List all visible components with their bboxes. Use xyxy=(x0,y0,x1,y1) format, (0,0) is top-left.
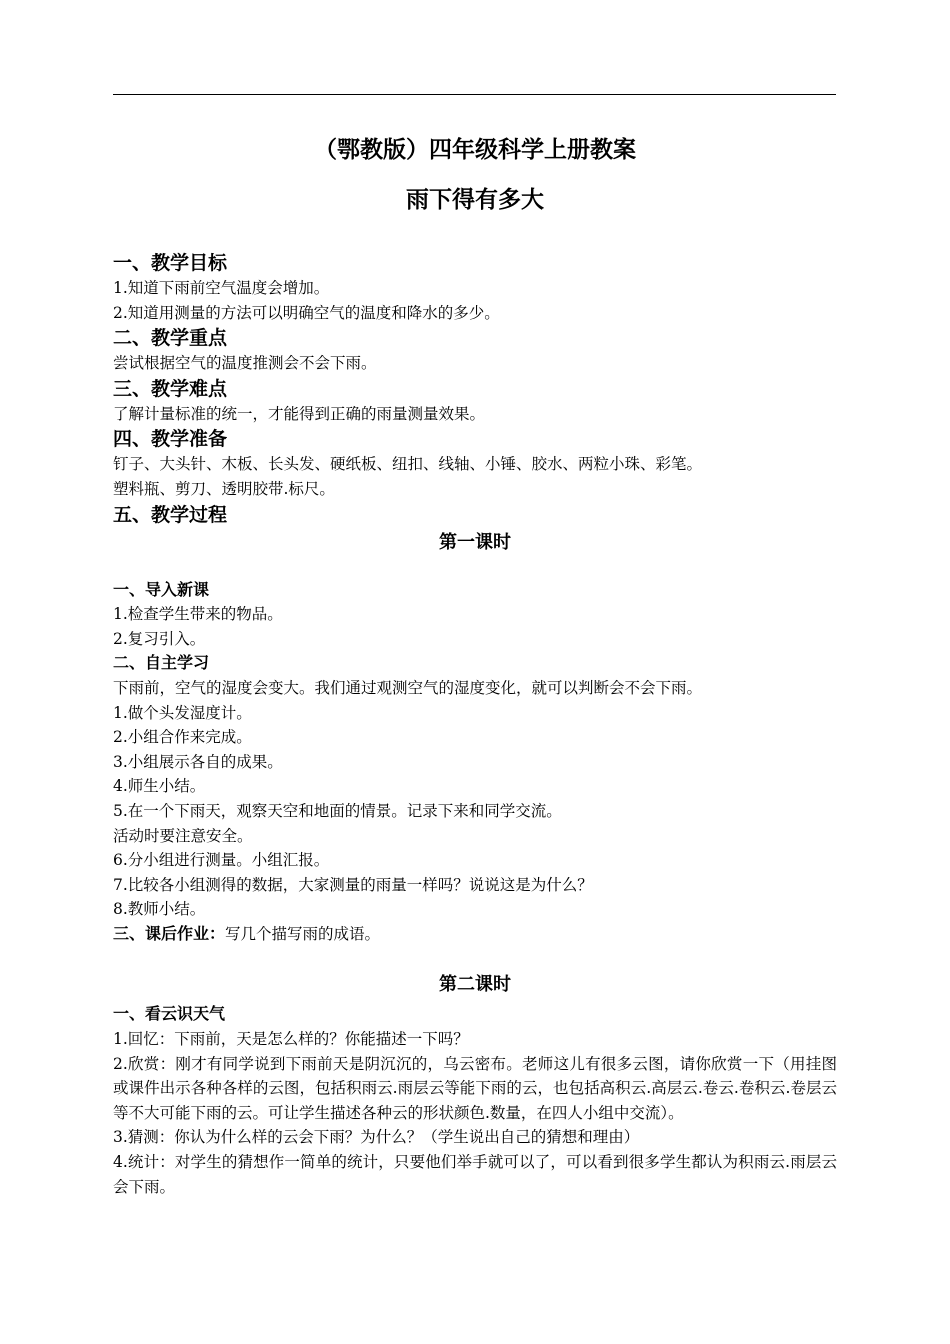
document-page xyxy=(113,128,837,1199)
list-item: 6.分小组进行测量。小组汇报。 xyxy=(113,851,330,870)
list-item: 3.猜测：你认为什么样的云会下雨？为什么？（学生说出自己的猜想和理由） xyxy=(113,1128,640,1147)
header-rule xyxy=(113,94,836,95)
section-heading-difficulties: 三、教学难点 xyxy=(113,377,228,400)
difficulties-text: 了解计量标准的统一，才能得到正确的雨量测量效果。 xyxy=(113,404,486,423)
list-item: 3.小组展示各自的成果。 xyxy=(113,752,283,771)
list-item: 4.师生小结。 xyxy=(113,777,206,796)
key-points-text: 尝试根据空气的温度推测会不会下雨。 xyxy=(113,354,377,373)
list-item: 5.在一个下雨天，观察天空和地面的情景。记录下来和同学交流。 xyxy=(113,801,562,820)
lesson-heading-first: 第一课时 xyxy=(439,531,511,553)
section-heading-goals: 一、教学目标 xyxy=(113,252,228,274)
lesson-heading-second: 第二课时 xyxy=(439,974,511,996)
subheading-self-study: 二、自主学习 xyxy=(113,653,210,673)
list-item: 2.小组合作来完成。 xyxy=(113,728,252,747)
list-item: 8.教师小结。 xyxy=(113,900,206,919)
section-heading-preparation: 四、教学准备 xyxy=(113,428,228,451)
homework-text: 写几个描写雨的成语。 xyxy=(225,924,381,943)
subheading-intro: 一、导入新课 xyxy=(113,579,210,599)
list-item: 2.复习引入。 xyxy=(113,629,206,648)
goal-item: 1.知道下雨前空气温度会增加。 xyxy=(113,279,330,297)
preparation-line: 塑料瓶、剪刀、透明胶带.标尺。 xyxy=(113,479,335,498)
preparation-line: 钉子、大头针、木板、长头发、硬纸板、纽扣、线轴、小锤、胶水、两粒小珠、彩笔。 xyxy=(113,455,703,474)
subheading-clouds: 一、看云识天气 xyxy=(113,1004,226,1024)
section-heading-key-points: 二、教学重点 xyxy=(113,327,228,350)
homework-heading: 三、课后作业： xyxy=(113,923,226,943)
list-item: 1.回忆：下雨前，天是怎么样的？你能描述一下吗？ xyxy=(113,1030,469,1049)
goal-item: 2.知道用测量的方法可以明确空气的温度和降水的多少。 xyxy=(113,303,500,322)
list-item: 4.统计：对学生的猜想作一简单的统计，只要他们举手就可以了，可以看到很多学生都认为积雨云.雨层云会下雨。 xyxy=(113,1153,837,1196)
list-item: 1.做个头发湿度计。 xyxy=(113,703,252,722)
list-item: 2.欣赏：刚才有同学说到下雨前天是阴沉沉的，乌云密布。老师这儿有很多云图，请你欣赏一下（用挂图或课件出示各种各样的云图，包括积雨云.雨层云等能下雨的云，也包括高积云.高层云.卷云.卷积云.卷层云等不大可能下雨的云。可让学生描述各种云的形状颜色.数量，在四人小组中交流）。 xyxy=(113,1054,837,1122)
list-item: 下雨前，空气的湿度会变大。我们通过观测空气的湿度变化，就可以判断会不会下雨。 xyxy=(113,678,703,697)
list-item: 1.检查学生带来的物品。 xyxy=(113,605,283,624)
document-subtitle: 雨下得有多大 xyxy=(406,187,544,213)
list-item: 7.比较各小组测得的数据，大家测量的雨量一样吗？说说这是为什么？ xyxy=(113,875,593,894)
document-title: （鄂教版）四年级科学上册教案 xyxy=(314,137,636,163)
section-heading-process: 五、教学过程 xyxy=(113,503,228,526)
list-item: 活动时要注意安全。 xyxy=(113,826,253,845)
homework-line xyxy=(113,922,837,947)
